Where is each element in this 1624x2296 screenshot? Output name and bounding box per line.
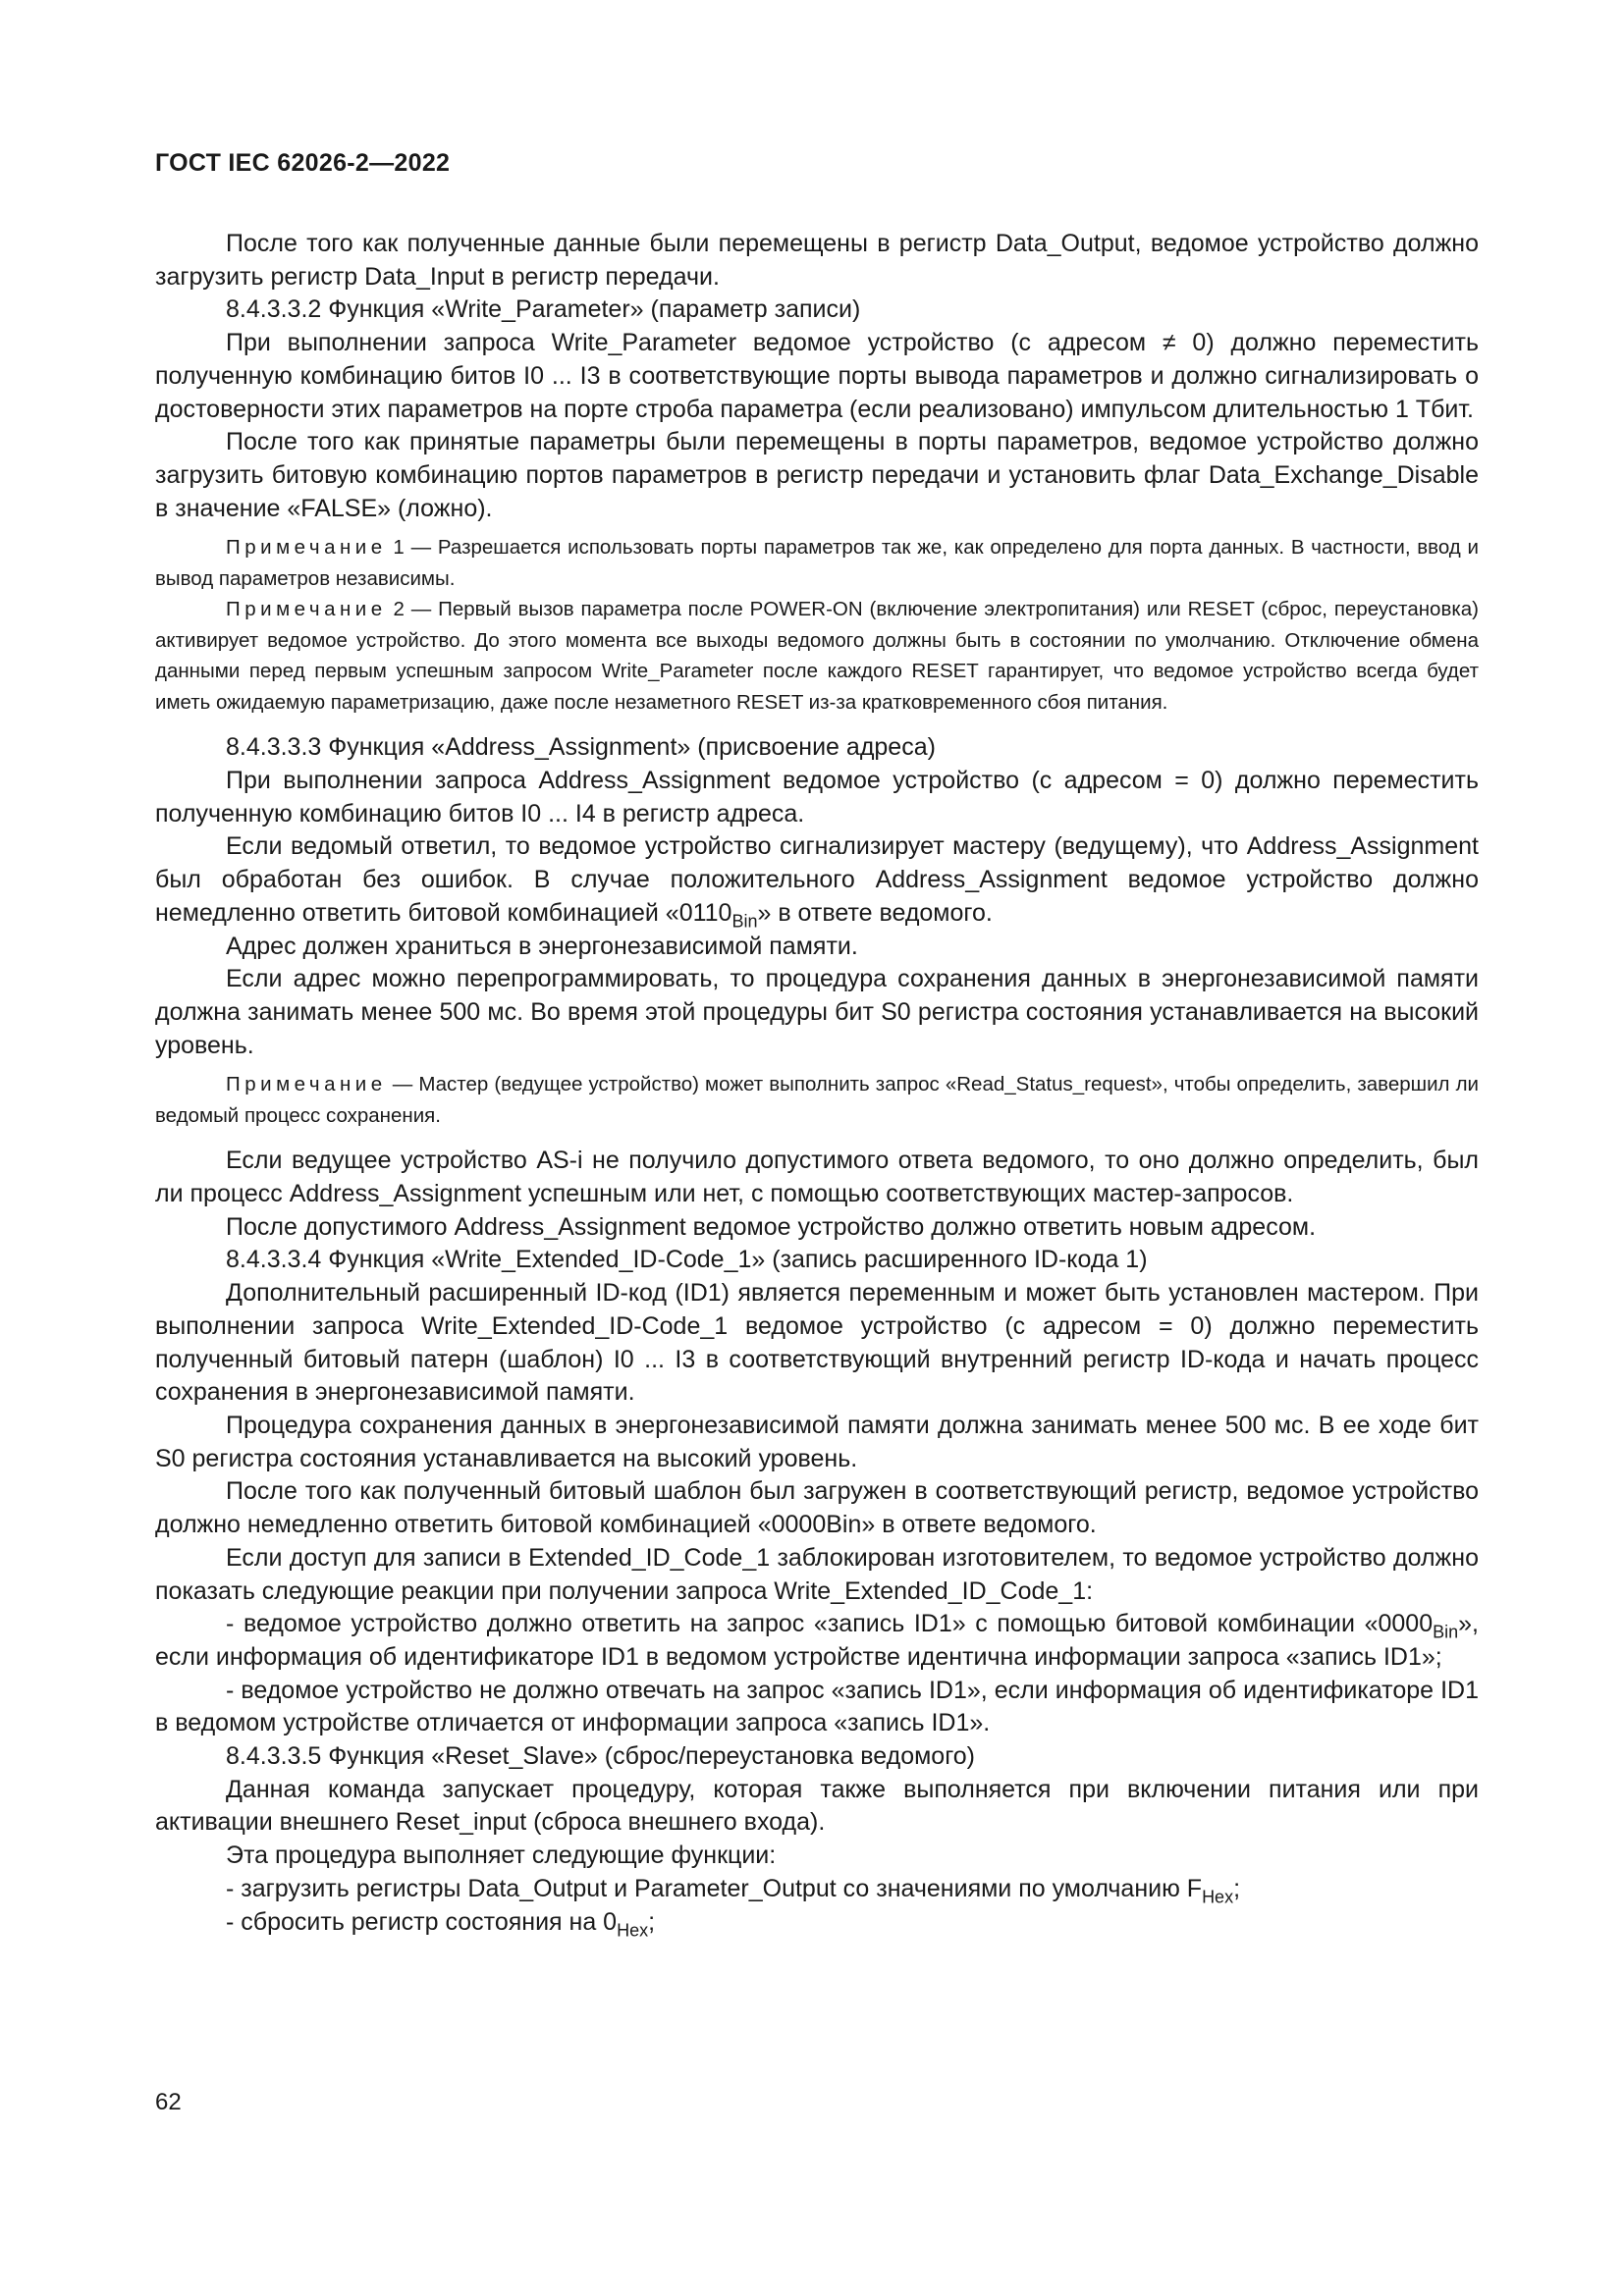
paragraph: После того как полученный битовый шаблон был загружен в соответствующий регистр, ведомое устройство должно немедленно ответить битовой комбинацией «0000Bin» в ответе ведомого.: [155, 1477, 1479, 1539]
section-heading-8-4-3-3-5: 8.4.3.3.5 Функция «Reset_Slave» (сброс/переустановка ведомого): [226, 1742, 975, 1771]
section-heading-8-4-3-3-4: 8.4.3.3.4 Функция «Write_Extended_ID-Code_1» (запись расширенного ID-кода 1): [226, 1246, 1148, 1274]
paragraph: После допустимого Address_Assignment ведомое устройство должно ответить новым адресом.: [226, 1212, 1317, 1241]
document-body: [155, 228, 1479, 1939]
text-run: ;: [648, 1907, 656, 1936]
paragraph: [155, 830, 1479, 930]
text-run: » в ответе ведомого.: [757, 898, 993, 927]
section-heading-8-4-3-3-3: 8.4.3.3.3 Функция «Address_Assignment» (присвоение адреса): [226, 733, 936, 762]
note-label: Примечание: [226, 1073, 387, 1096]
subscript: Bin: [731, 911, 758, 932]
note-text: 1 — Разрешается использовать порты параметров так же, как определено для порта данных. В частности, ввод и вывод параметров независимы.: [155, 536, 1479, 590]
paragraph: При выполнении запроса Write_Parameter ведомое устройство (с адресом ≠ 0) должно переместить полученную комбинацию битов I0 ... I3 в соответствующие порты вывода параметров и должно сигнализировать о достоверности этих параметров на порте строба параметра (если реализовано) импульсом длительностью 1 Tбит.: [155, 329, 1479, 423]
subscript: Hex: [1202, 1887, 1234, 1907]
note-1: [155, 532, 1479, 594]
text-run: - сбросить регистр состояния на 0: [226, 1907, 618, 1936]
paragraph: После того как принятые параметры были перемещены в порты параметров, ведомое устройство должно загрузить битовую комбинацию портов параметров в регистр передачи и установить флаг Data_Exchange_Disable в значение «FALSE» (ложно).: [155, 428, 1479, 522]
list-item: - ведомое устройство не должно отвечать на запрос «запись ID1», если информация об идентификаторе ID1 в ведомом устройстве отличается от информации запроса «запись ID1».: [155, 1676, 1479, 1737]
subscript: Hex: [617, 1919, 649, 1940]
text-run: - загрузить регистры Data_Output и Parameter_Output со значениями по умолчанию F: [226, 1874, 1203, 1902]
document-header: ГОСТ IEC 62026-2—2022: [155, 149, 451, 177]
note-text: — Мастер (ведущее устройство) может выполнить запрос «Read_Status_request», чтобы определить, завершил ли ведомый процесс сохранения.: [155, 1073, 1479, 1127]
paragraph: Дополнительный расширенный ID-код (ID1) является переменным и может быть установлен мастером. При выполнении запроса Write_Extended_ID-Code_1 ведомое устройство (с адресом = 0) должно переместить полученный битовый патерн (шаблон) I0 ... I3 в соответствующий внутренний регистр ID-кода и начать процесс сохранения в энергонезависимой памяти.: [155, 1279, 1479, 1407]
paragraph: Данная команда запускает процедуру, которая также выполняется при включении питания или при активации внешнего Reset_input (сброса внешнего входа).: [155, 1775, 1479, 1837]
paragraph: Если адрес можно перепрограммировать, то процедура сохранения данных в энергонезависимой памяти должна занимать менее 500 мс. Во время этой процедуры бит S0 регистра состояния устанавливается на высокий уровень.: [155, 965, 1479, 1059]
text-run: - ведомое устройство должно ответить на запрос «запись ID1» с помощью битовой комбинации «0000: [226, 1610, 1434, 1638]
list-item: [155, 1608, 1479, 1674]
list-item: [155, 1906, 1479, 1940]
paragraph: Адрес должен храниться в энергонезависимой памяти.: [226, 932, 858, 960]
text-run: Если ведомый ответил, то ведомое устройство сигнализирует мастеру (ведущему), что Address_Assignment был обработан без ошибок. В случае положительного Address_Assignment ведомое устройство должно немедленно ответить битовой комбинацией «0110: [155, 832, 1479, 927]
note-text: 2 — Первый вызов параметра после POWER-ON (включение электропитания) или RESET (сброс, переустановка) активирует ведомое устройство. До этого момента все выходы ведомого должны быть в состоянии по умолчанию. Отключение обмена данными перед первым успешным запросом Write_Parameter после каждого RESET гарантирует, что ведомое устройство всегда будет иметь ожидаемую параметризацию, даже после незаметного RESET из-за кратковременного сбоя питания.: [155, 598, 1479, 714]
paragraph: Если ведущее устройство AS-i не получило допустимого ответа ведомого, то оно должно определить, был ли процесс Address_Assignment успешным или нет, с помощью соответствующих мастер-запросов.: [155, 1147, 1479, 1208]
paragraph: Эта процедура выполняет следующие функции:: [226, 1842, 777, 1870]
paragraph: Если доступ для записи в Extended_ID_Code_1 заблокирован изготовителем, то ведомое устройство должно показать следующие реакции при получении запроса Write_Extended_ID_Code_1:: [155, 1543, 1479, 1605]
subscript: Bin: [1433, 1622, 1459, 1642]
list-item: [155, 1873, 1479, 1906]
paragraph: После того как полученные данные были перемещены в регистр Data_Output, ведомое устройство должно загрузить регистр Data_Input в регистр передачи.: [155, 230, 1479, 291]
note-2: [155, 594, 1479, 718]
note-label: Примечание: [226, 536, 387, 560]
paragraph: Процедура сохранения данных в энергонезависимой памяти должна занимать менее 500 мс. В ее ходе бит S0 регистра состояния устанавливается на высокий уровень.: [155, 1411, 1479, 1472]
text-run: », если информация об идентификаторе ID1 в ведомом устройстве идентична информации запроса «запись ID1»;: [155, 1610, 1479, 1671]
page-number: 62: [155, 2089, 182, 2115]
note-label: Примечание: [226, 598, 387, 621]
paragraph: При выполнении запроса Address_Assignment ведомое устройство (с адресом = 0) должно переместить полученную комбинацию битов I0 ... I4 в регистр адреса.: [155, 767, 1479, 828]
text-run: ;: [1233, 1874, 1241, 1902]
section-heading-8-4-3-3-2: 8.4.3.3.2 Функция «Write_Parameter» (параметр записи): [226, 295, 861, 324]
note-3: [155, 1069, 1479, 1131]
